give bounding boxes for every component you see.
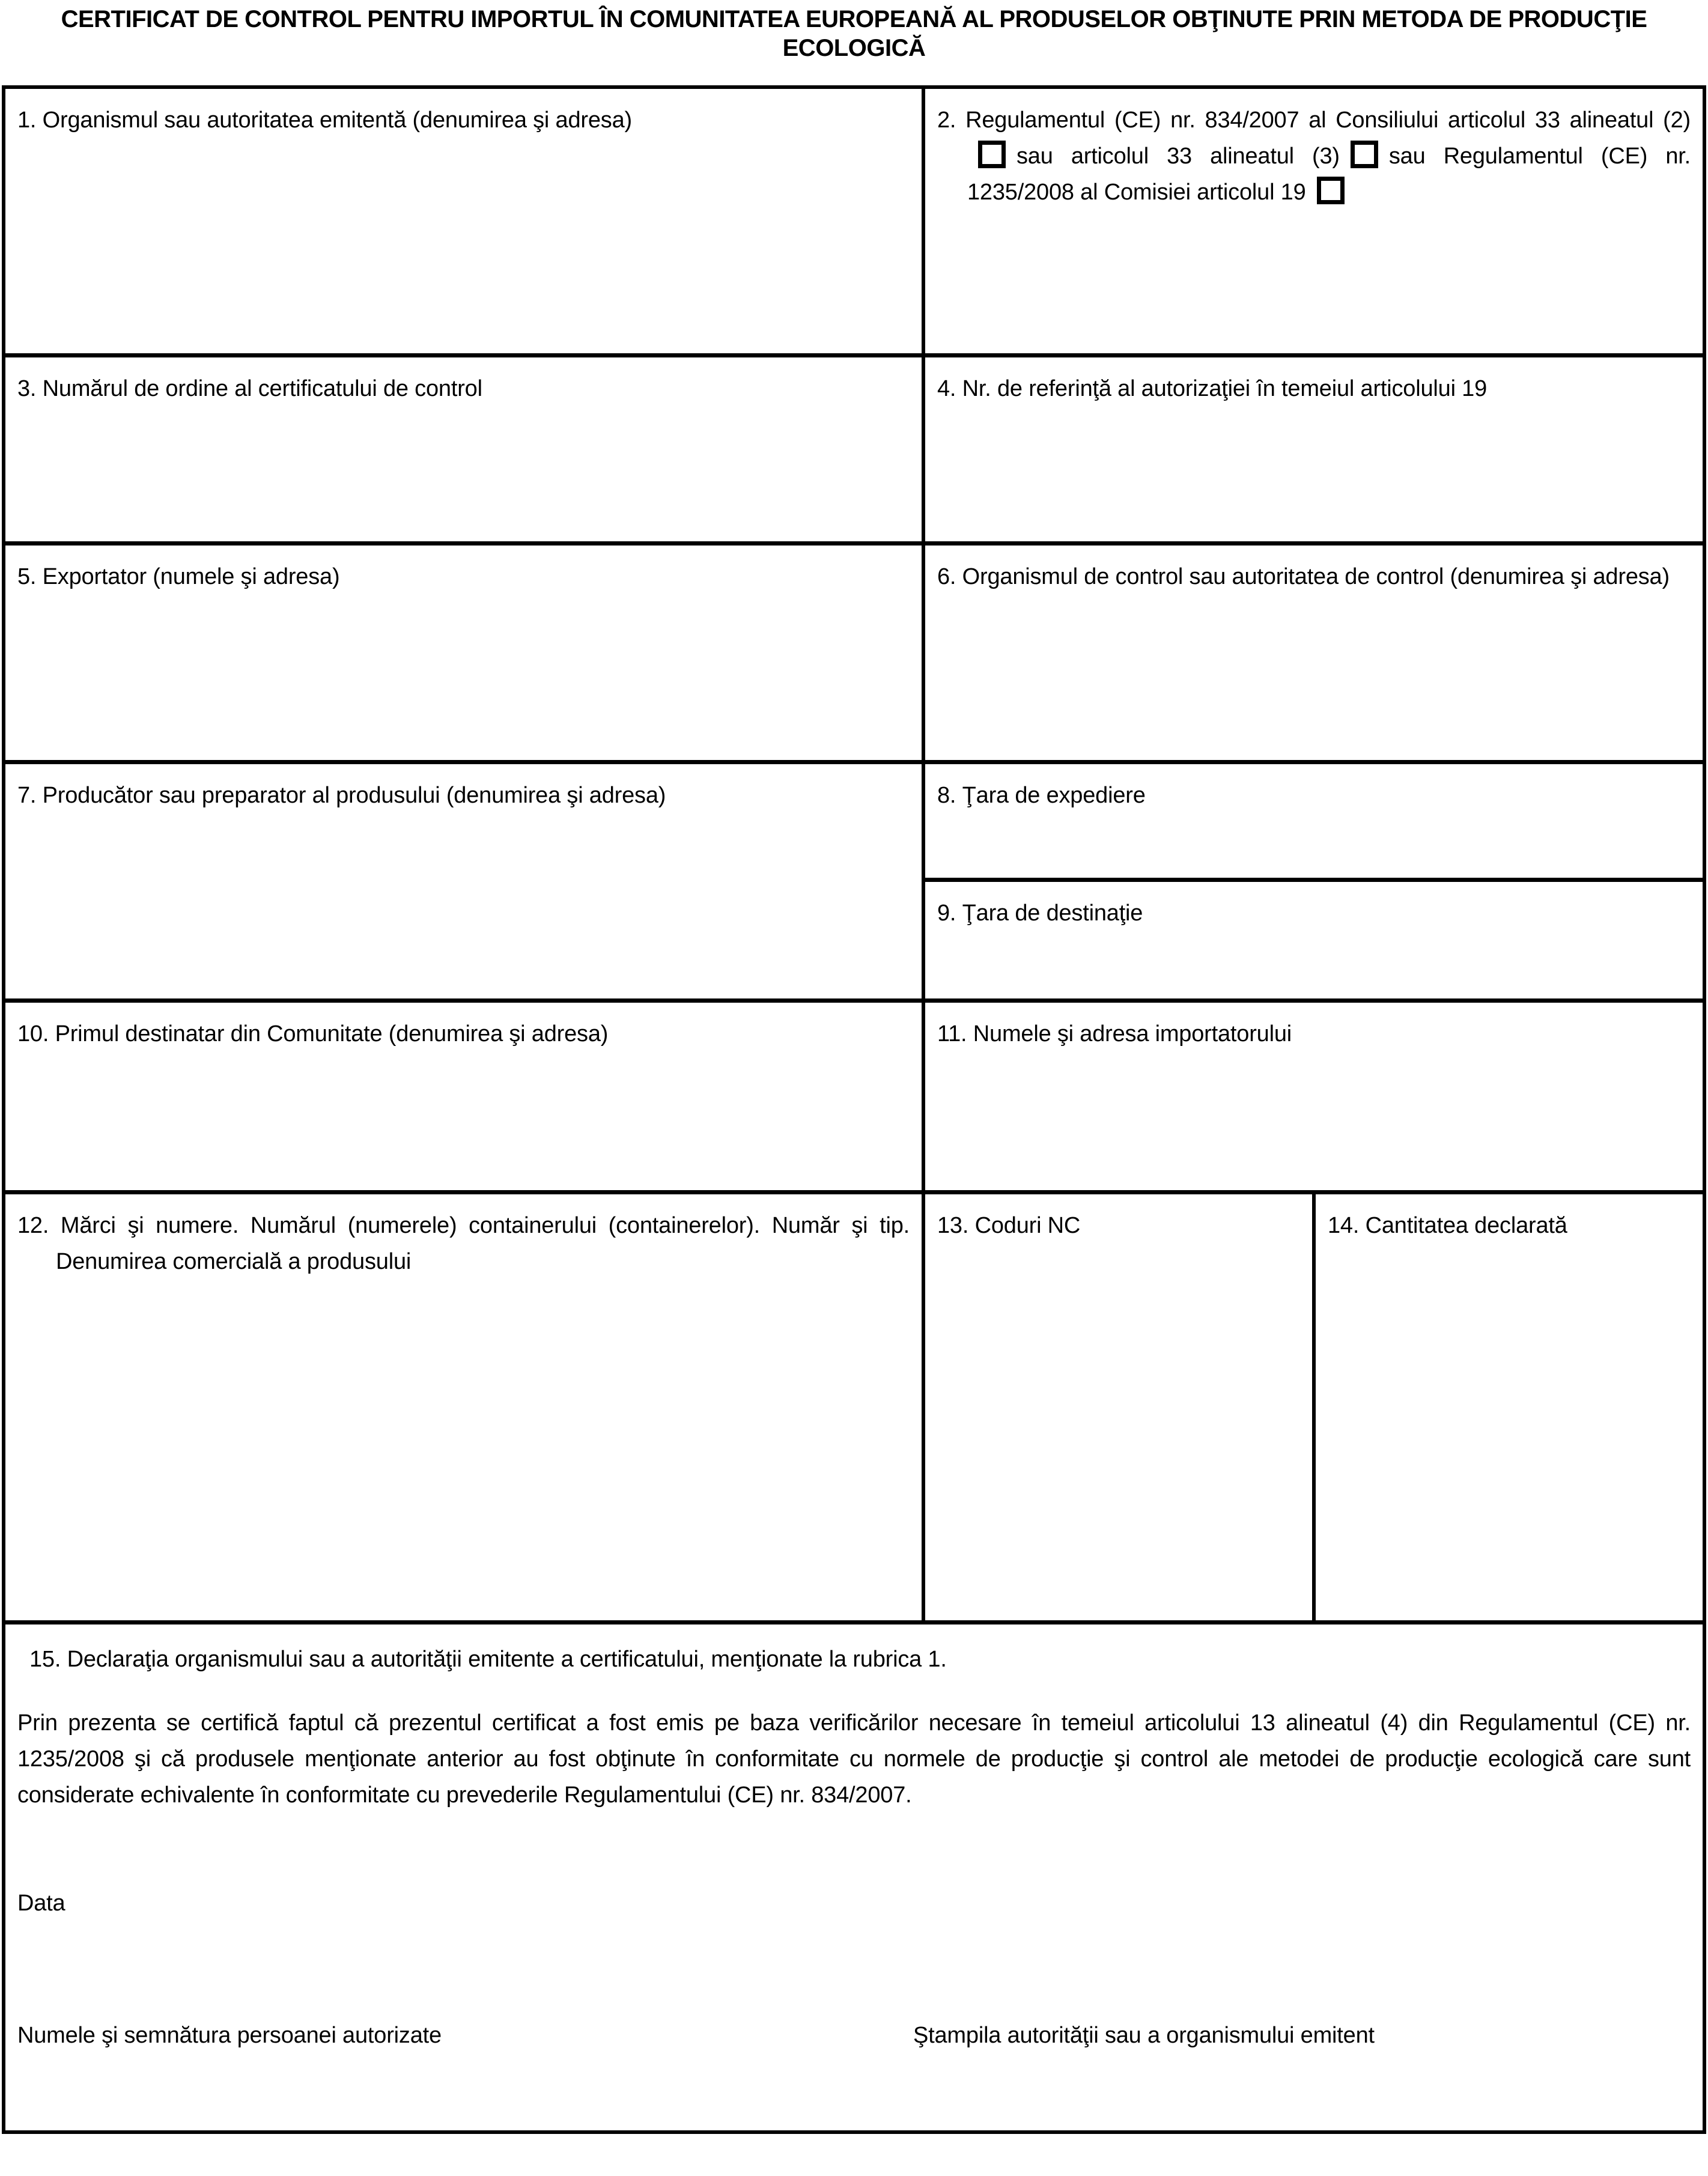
field-11-importer [925,1003,1703,1190]
field-10-label: 10. Primul destinatar din Comunitate (denumirea şi adresa) [17,1021,609,1047]
checkbox-article-33-3[interactable] [1351,141,1378,168]
table-row-4 [5,760,1703,998]
field-7-label: 7. Producător sau preparator al produsului (denumirea şi adresa) [17,783,666,808]
field-11-label: 11. Numele şi adresa importatorului [937,1021,1292,1047]
field-13-cn-codes [925,1194,1316,1620]
field-6-control-body [925,546,1703,760]
title-line-1: CERTIFICAT DE CONTROL PENTRU IMPORTUL ÎN COMUNITATEA EUROPEANĂ AL PRODUSELOR OBŢINUTE PRIN METODA DE PRODUCŢIE [61,6,1647,32]
field-8-label: 8. Ţara de expediere [937,783,1146,808]
field-13-label: 13. Coduri NC [937,1213,1081,1238]
field-14-declared-quantity [1316,1194,1703,1620]
signature-row [17,2017,1691,2053]
field-2-text-2: sau articolul 33 alineatul (3) [1017,144,1340,169]
document-title [0,0,1708,62]
table-row-7 [5,1620,1703,2105]
field-5-label: 5. Exportator (numele şi adresa) [17,564,340,589]
field-5-exporter [5,546,925,760]
field-9-label: 9. Ţara de destinaţie [937,901,1143,926]
table-row-5 [5,998,1703,1190]
field-12-label: 12. Mărci şi numere. Numărul (numerele) containerului (containerelor). Număr şi tip. Denumirea comercială a produsului [17,1213,910,1274]
field-12-marks-and-numbers [5,1194,925,1620]
table-row-2 [5,353,1703,541]
field-4-label: 4. Nr. de referinţă al autorizaţiei în temeiul articolului 19 [937,376,1488,401]
field-15-label: 15. Declaraţia organismului sau a autorităţii emitente a certificatului, menţionate la rubrica 1. [29,1647,947,1672]
field-7-producer [5,764,925,998]
declaration-text: Prin prezenta se certifică faptul că prezentul certificat a fost emis pe baza verificărilor necesare în temeiul articolului 13 alineatul (4) din Regulamentul (CE) nr. 1235/2008 şi că produsele menţionate anterior au fost obţinute în conformitate cu normele de producţie şi control ale metodei de producţie ecologică care sunt considerate echivalente în conformitate cu prevederile Regulamentului (CE) nr. 834/2007. [17,1710,1691,1808]
field-3-label: 3. Numărul de ordine al certificatului de control [17,376,482,401]
field-14-label: 14. Cantitatea declarată [1328,1213,1567,1238]
field-8-country-of-dispatch [925,764,1703,882]
field-4-authorisation-reference [925,357,1703,541]
row-4-right-column [925,764,1703,998]
field-2-regulation [925,89,1703,353]
field-1-label: 1. Organismul sau autoritatea emitentă (denumirea şi adresa) [17,108,632,133]
checkbox-article-19[interactable] [1317,177,1345,204]
field-1-issuing-body [5,89,925,353]
table-row-3 [5,541,1703,760]
field-3-serial-number [5,357,925,541]
authorized-person-signature-label: Numele şi semnătura persoanei autorizate [17,2023,442,2048]
date-label: Data [17,1891,65,1916]
field-9-country-of-destination [925,882,1703,998]
certificate-form-table [2,85,1706,2134]
title-line-2: ECOLOGICĂ [782,35,926,61]
table-row-6 [5,1190,1703,1620]
issuing-authority-stamp-label: Ştampila autorităţii sau a organismului emitent [913,2023,1375,2048]
field-15-declaration-section [5,1624,1703,2105]
field-2-text-3: sau Regulamentul (CE) nr. 1235/2008 al Comisiei articolul 19 [967,144,1691,205]
field-2-text-1: 2. Regulamentul (CE) nr. 834/2007 al Consiliului articolul 33 alineatul (2) [937,108,1691,133]
field-6-label: 6. Organismul de control sau autoritatea de control (denumirea şi adresa) [937,564,1670,589]
table-row-1 [5,89,1703,353]
checkbox-article-33-2[interactable] [978,141,1006,168]
field-10-first-consignee [5,1003,925,1190]
